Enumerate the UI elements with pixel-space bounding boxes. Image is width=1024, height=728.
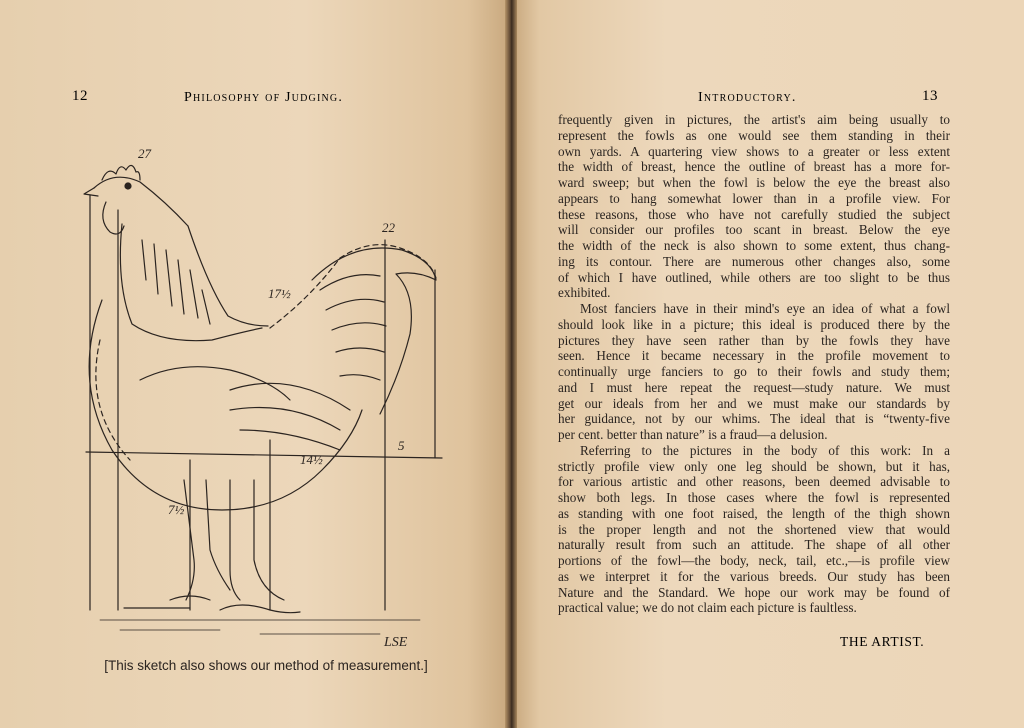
- body-outline: [89, 300, 362, 510]
- wing-feathers: [230, 383, 350, 450]
- wing-bow: [140, 367, 290, 400]
- text-line: Nature and the Standard. We hope our work may be found of: [558, 584, 950, 600]
- text-line: the width of the neck is also shown to some extent, thus chang-: [558, 238, 950, 253]
- back-line: [188, 226, 268, 326]
- book-gutter: [505, 0, 517, 728]
- text-line: these reasons, those who have not carefully studied the subject: [558, 206, 950, 222]
- measure-label: 17½: [268, 286, 291, 301]
- text-line: strictly profile view only one leg should be shown, but it has,: [558, 458, 950, 474]
- tail-feathers: [320, 275, 386, 380]
- eye: [125, 183, 131, 189]
- text-line: exhibited.: [558, 285, 611, 301]
- text-line: pictures they have seen rather than by the fowls they have: [558, 332, 950, 348]
- text-line: appears to hang somewhat lower than in a profile view. For: [558, 190, 950, 206]
- text-line: own yards. A quartering view shows to a greater or less extent: [558, 143, 950, 159]
- right-running-head: Introductory.: [698, 90, 797, 105]
- figure-caption: [This sketch also shows our method of measurement.]: [104, 658, 428, 673]
- text-line: ward sweep; but when the fowl is below the eye the breast also: [558, 175, 950, 190]
- tail: [312, 248, 436, 414]
- measure-label: 7½: [168, 502, 185, 517]
- text-line: her guidance, not by our whims. The ideal that is “twenty-five: [558, 411, 950, 427]
- artist-monogram: LSE: [384, 635, 408, 650]
- text-line: continually urge fanciers to go to their fowls and study them;: [558, 364, 950, 379]
- measure-label: 14½: [300, 452, 323, 467]
- text-line: portions of the fowl—the body, neck, tail, etc.,—is profile view: [558, 553, 950, 568]
- wattle: [103, 202, 124, 234]
- left-running-head: Philosophy of Judging.: [184, 90, 344, 105]
- right-page-number: 13: [922, 88, 938, 104]
- rooster-measurement-sketch: [80, 140, 452, 650]
- text-line: of which I have outlined, while others are too slight to be thus: [558, 269, 950, 285]
- measure-label: 27: [138, 146, 151, 161]
- text-line: frequently given in pictures, the artist's aim being usually to: [558, 112, 950, 127]
- text-line: as standing with one foot raised, the length of the thigh shown: [558, 505, 950, 521]
- text-line: naturally result from such an attitude. The shape of all other: [558, 537, 950, 553]
- left-page-number: 12: [72, 88, 88, 104]
- leg-left: [184, 480, 230, 600]
- text-line: seen. Hence it became necessary in the profile movement to: [558, 348, 950, 364]
- text-line: is the proper length and not the shortened view that would: [558, 521, 950, 537]
- text-line: will consider our profiles too scant in breast. Below the eye: [558, 222, 950, 238]
- text-line: practical value; we do not claim each picture is faultless.: [558, 600, 857, 616]
- text-line: the width of breast, hence the outline of breast has a more for-: [558, 159, 950, 175]
- text-line: Most fanciers have in their mind's eye an idea of what a fowl: [580, 301, 950, 316]
- text-line: Referring to the pictures in the body of this work: In a: [580, 442, 950, 458]
- beak: [84, 188, 98, 196]
- signature: THE ARTIST.: [840, 634, 925, 649]
- text-line: and I must here repeat the request—study nature. We must: [558, 379, 950, 395]
- measure-label: 5: [398, 438, 405, 453]
- text-line: ing its contour. There are numerous other changes also, some: [558, 253, 950, 269]
- text-line: show both legs. In those cases where the fowl is represented: [558, 490, 950, 505]
- hackle-feathers: [142, 240, 210, 324]
- text-line: represent the fowls as one would see them standing in their: [558, 127, 950, 143]
- leg-right: [230, 480, 284, 600]
- measure-line: [86, 452, 442, 458]
- head-outline: [94, 177, 188, 226]
- body-text: [558, 112, 950, 616]
- text-line: as we interpret it for the various breeds. Our study has been: [558, 568, 950, 584]
- comb: [102, 165, 140, 180]
- text-line: should look like in a picture; this ideal is produced there by the: [558, 316, 950, 332]
- ground-lines: [100, 620, 420, 634]
- text-line: per cent. better than nature” is a fraud—a delusion.: [558, 427, 828, 442]
- text-line: for various artistic and other reasons, been deemed advisable to: [558, 474, 950, 490]
- measure-label: 22: [382, 220, 395, 235]
- text-line: get our ideals from her and we must make our standards by: [558, 395, 950, 411]
- breast-dashed: [96, 340, 130, 460]
